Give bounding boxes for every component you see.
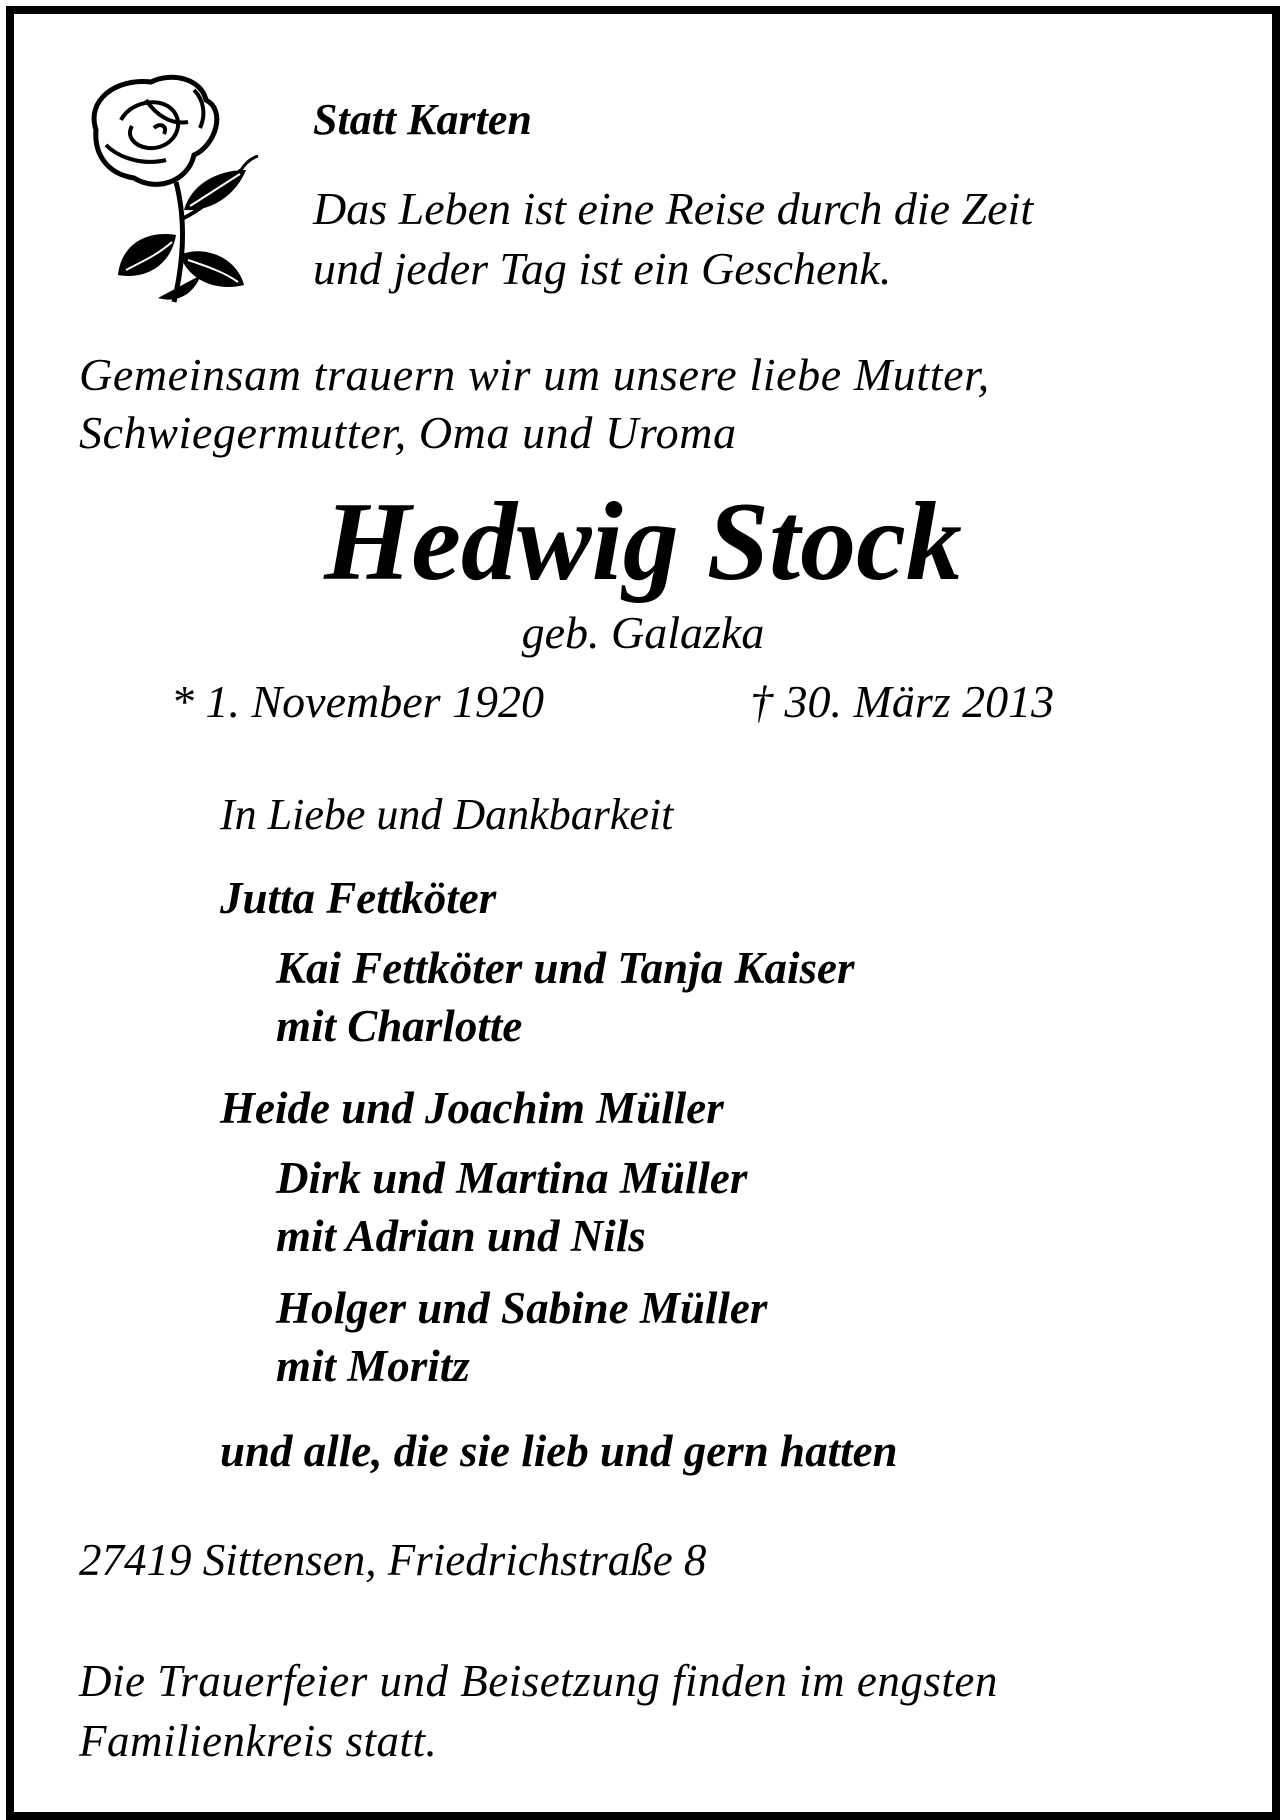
mourner-line: mit Adrian und Nils <box>276 1211 646 1261</box>
motto-line: Das Leben ist eine Reise durch die Zeit <box>313 183 1034 234</box>
mourner-group <box>276 1279 767 1395</box>
note-line: Familienkreis statt. <box>79 1716 438 1766</box>
mourner-group <box>276 1149 747 1265</box>
mourner-group <box>220 869 496 927</box>
maiden-name: geb. Galazka <box>521 607 765 658</box>
mourner-group <box>220 1079 724 1137</box>
deceased-name: Hedwig Stock <box>324 480 962 604</box>
mourner-line: Heide und Joachim Müller <box>220 1083 724 1133</box>
birth-date: * 1. November 1920 <box>171 676 545 727</box>
address: 27419 Sittensen, Friedrichstraße 8 <box>79 1535 707 1585</box>
death-date: † 30. März 2013 <box>750 676 1055 727</box>
obituary-notice <box>6 6 1280 1820</box>
motto-text <box>313 179 1033 299</box>
mourner-line: Holger und Sabine Müller <box>276 1283 768 1333</box>
mourner-group <box>276 939 854 1055</box>
funeral-note <box>79 1651 998 1771</box>
mourner-line: Dirk und Martina Müller <box>276 1153 748 1203</box>
thanks-line: In Liebe und Dankbarkeit <box>220 790 674 839</box>
mourner-line: Kai Fettköter und Tanja Kaiser <box>276 943 855 993</box>
intro-line: Gemeinsam trauern wir um unsere liebe Mutter, <box>79 349 990 400</box>
note-line: Die Trauerfeier und Beisetzung finden im engsten <box>79 1656 998 1706</box>
mourner-line: mit Moritz <box>276 1341 470 1391</box>
statt-karten-label: Statt Karten <box>313 95 532 144</box>
rose-icon <box>76 70 266 306</box>
mourner-line: Jutta Fettköter <box>220 873 497 923</box>
motto-line: und jeder Tag ist ein Geschenk. <box>313 243 892 294</box>
intro-text <box>79 346 990 462</box>
intro-line: Schwiegermutter, Oma und Uroma <box>79 407 737 458</box>
mourner-line: und alle, die sie lieb und gern hatten <box>220 1426 898 1476</box>
mourner-line: mit Charlotte <box>276 1001 523 1051</box>
mourner-group <box>220 1422 898 1480</box>
